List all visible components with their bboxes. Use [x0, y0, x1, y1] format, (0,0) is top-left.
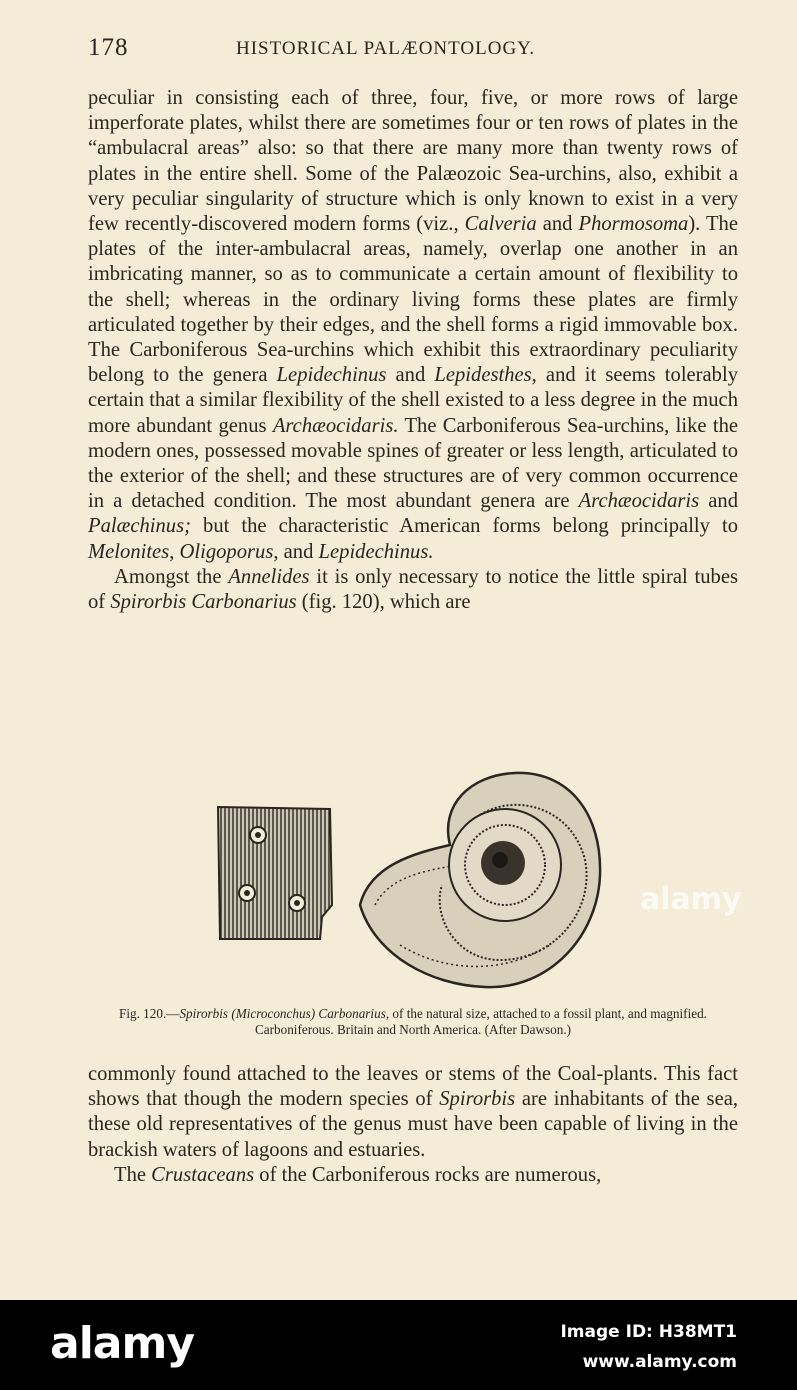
- text-run: The: [114, 1163, 152, 1186]
- text-run: ). The plates of the inter-ambulacral areas, namely, overlap one another in an imbricating manner, so as to communicate a certain amount of flexibility to the shell; whereas in the ordinary living forms these plates are firmly articulated together by their edges, and the shell forms a rigid immovable box. The Carboniferous Sea-urchins which exhibit this extraordinary peculiarity belong to the genera: [88, 213, 738, 387]
- text-run: (fig. 120), which are: [296, 591, 471, 614]
- italic-run: Annelides: [228, 565, 310, 588]
- body-text-bottom: [88, 1062, 738, 1188]
- stock-footer-bar: [0, 1300, 797, 1390]
- body-text-top: [88, 86, 738, 615]
- watermark-text: alamy: [640, 882, 742, 917]
- text-run: and: [699, 490, 738, 513]
- italic-run: Archæocidaris.: [272, 414, 399, 437]
- caption-species: Carbonarius,: [318, 1006, 390, 1021]
- text-run: , and: [273, 540, 319, 563]
- text-run: and: [536, 213, 579, 236]
- spiral-tube-illustration: [360, 773, 600, 987]
- footer-url[interactable]: www.alamy.com: [582, 1352, 737, 1372]
- italic-run: Spirorbis: [439, 1088, 516, 1111]
- text-run: peculiar in consisting each of three, four, five, or more rows of large imperforate plates, whilst there are sometimes four or ten rows of plates in the “ambulacral areas” also: so that there are many more than twenty rows of plates in the entire shell. Some of the Palæozoic Sea-urchins, also, exhibit a very peculiar singularity of structure which is only known to exist in a very few recently-discovered modern forms (viz.,: [88, 87, 738, 236]
- figure-caption: [88, 1006, 738, 1038]
- plant-fragment-illustration: [218, 807, 332, 939]
- text-run: commonly found attached to the leaves or stems of the Coal-plants. This fact shows that though the modern species of: [88, 1063, 738, 1111]
- italic-run: Archæocidaris: [578, 490, 700, 513]
- footer-image-id: Image ID: H38MT1: [560, 1322, 737, 1342]
- italic-run: Lepidechinus.: [318, 540, 434, 563]
- caption-subgenus: (Microconchus): [231, 1006, 316, 1021]
- paragraph-annelides: [88, 565, 738, 615]
- page-number: 178: [88, 34, 129, 61]
- text-run: ,: [169, 540, 180, 563]
- text-run: The Carboniferous Sea-urchins, like the modern ones, possessed movable spines of greater or less length, articulated to the exterior of the shell; and these structures are of very common occurrence in a detached condition. The most abundant genera are: [88, 414, 739, 513]
- caption-label: Fig. 120.—: [119, 1006, 180, 1021]
- italic-run: Melonites: [88, 540, 170, 563]
- figure-spirorbis: [200, 765, 610, 995]
- italic-run: Lepidechinus: [276, 364, 387, 387]
- italic-run: Crustaceans: [151, 1163, 255, 1186]
- caption-genus: Spirorbis: [179, 1006, 229, 1021]
- italic-run: Spirorbis Carbonarius: [110, 591, 297, 614]
- italic-run: Palæchinus;: [88, 515, 191, 538]
- text-run: but the characteristic American forms belong principally to: [190, 515, 738, 538]
- page-header: [88, 34, 738, 64]
- text-run: it is only necessary to notice the little spiral tubes of: [88, 565, 738, 614]
- running-title: HISTORICAL PALÆONTOLOGY.: [236, 38, 536, 59]
- italic-run: Lepidesthes: [434, 364, 532, 387]
- text-run: Amongst the: [114, 565, 229, 588]
- paragraph-coal-plants: [88, 1062, 738, 1163]
- text-run: and: [386, 364, 435, 387]
- footer-logo: alamy: [50, 1318, 194, 1369]
- italic-run: Calveria: [464, 213, 537, 236]
- text-run: of the Carboniferous rocks are numerous,: [254, 1163, 602, 1186]
- text-run: are inhabitants of the sea, these old representatives of the genus must have been capable of living in the brackish waters of lagoons and estuaries.: [88, 1088, 738, 1161]
- paragraph-crustaceans: [88, 1163, 738, 1188]
- italic-run: Oligoporus: [179, 540, 274, 563]
- caption-rest: of the natural size, attached to a fossil plant, and magnified. Carboniferous. Britain and North America. (After Dawson.): [254, 1006, 707, 1037]
- text-run: , and it seems tolerably certain that a similar flexibility of the shell existed to a less degree in the much more abundant genus: [88, 364, 738, 437]
- paragraph-sea-urchins: [88, 86, 738, 565]
- italic-run: Phormosoma: [578, 213, 689, 236]
